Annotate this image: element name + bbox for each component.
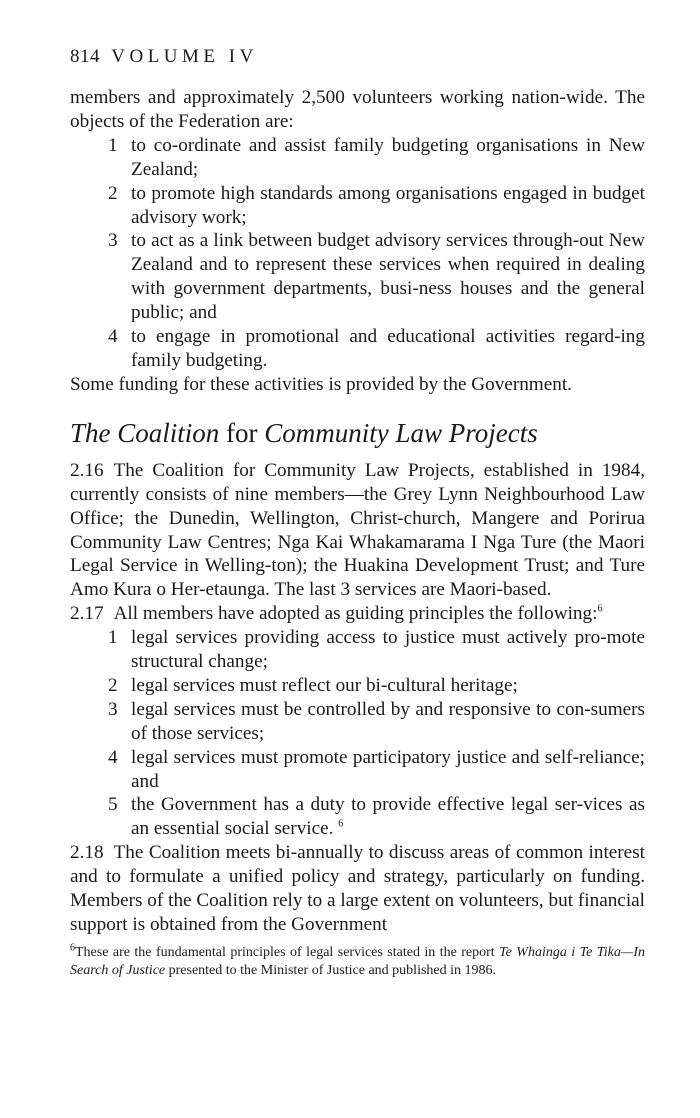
list-item-text: legal services must promote participatory justice and self-reliance; and	[131, 746, 645, 792]
paragraph-2-17	[70, 602, 645, 626]
footnote: $^6$These are the fundamental principles of legal services stated in the report Te Whainga i Te Tika—In Search of Justice presented to the Minister of Justice and published in 1986.	[70, 942, 645, 978]
footnote-marker: 6	[70, 942, 75, 954]
paragraph-number: 2.17	[70, 603, 104, 625]
list-item	[70, 325, 645, 373]
list-item	[70, 182, 645, 230]
paragraph-text: The Coalition for Community Law Projects, established in 1984, currently consists of nine members—the Grey Lynn Neighbourhood Law Office; the Dunedin, Wellington, Christ-church, Mangere and Porirua Community Law Centres; Nga Kai Whakamarama I Nga Ture (the Maori Legal Service in Welling-ton); the Huakina Development Trust; and Ture Amo Kura o Her-etaunga. The last 3 services are Maori-based.	[70, 459, 645, 601]
list-item-number: 4	[108, 326, 118, 348]
federation-objects-list	[70, 134, 645, 373]
list-item-number: 1	[108, 627, 118, 649]
paragraph-2-16	[70, 459, 645, 602]
list-item	[70, 674, 645, 698]
list-item-number: 4	[108, 746, 118, 768]
list-item	[70, 134, 645, 182]
list-item-number: 2	[108, 182, 118, 204]
list-item	[70, 746, 645, 794]
list-item-text: legal services must be controlled by and responsive to con-sumers of those services;	[131, 698, 645, 744]
paragraph-2-18	[70, 841, 645, 937]
paragraph-text: All members have adopted as guiding principles the following:	[113, 603, 598, 625]
list-item-number: 5	[108, 794, 118, 816]
report-title: Te Whainga i Te Tika—In Search of Justice	[70, 944, 645, 978]
list-item-text: to engage in promotional and educational activities regard-ing family budgeting.	[131, 326, 645, 371]
paragraph-number: 2.16	[70, 459, 104, 481]
list-item-text: to co-ordinate and assist family budgeting organisations in New Zealand;	[131, 134, 645, 180]
list-item	[70, 698, 645, 746]
list-item-number: 2	[108, 674, 118, 696]
funding-sentence: Some funding for these activities is provided by the Government.	[70, 373, 572, 395]
list-item	[70, 626, 645, 674]
paragraph-text: The Coalition meets bi-annually to discuss areas of common interest and to formulate a unified policy and strategy, particularly on funding. Members of the Coalition rely to a large extent on volunteers, but financial support is obtained from the Government	[70, 842, 645, 935]
page-number: 814	[70, 46, 100, 67]
intro-paragraph: members and approximately 2,500 volunteers working nation-wide. The objects of the Federation are:	[70, 87, 645, 132]
list-item-text: the Government has a duty to provide effective legal ser-vices as an essential social service.	[131, 794, 645, 840]
guiding-principles-list	[70, 626, 645, 841]
list-item-text: legal services must reflect our bi-cultural heritage;	[131, 674, 518, 696]
paragraph-number: 2.18	[70, 842, 104, 864]
footnote-ref: 6	[338, 818, 344, 830]
list-item-text: legal services providing access to justice must actively pro-mote structural change;	[131, 627, 645, 673]
running-header	[70, 46, 645, 68]
volume-label: VOLUME IV	[111, 46, 258, 67]
list-item-text: to act as a link between budget advisory services through-out New Zealand and to represent these services when required in dealing with government departments, busi-ness houses and the general public; and	[131, 230, 645, 324]
list-item-number: 3	[108, 230, 118, 252]
list-item	[70, 229, 645, 325]
list-item-number: 1	[108, 134, 118, 156]
section-heading: The Coalition for Community Law Projects	[70, 417, 538, 448]
list-item-number: 3	[108, 698, 118, 720]
footnote-ref: 6	[597, 603, 603, 615]
list-item-text: to promote high standards among organisations engaged in budget advisory work;	[131, 182, 645, 228]
list-item	[70, 793, 645, 841]
